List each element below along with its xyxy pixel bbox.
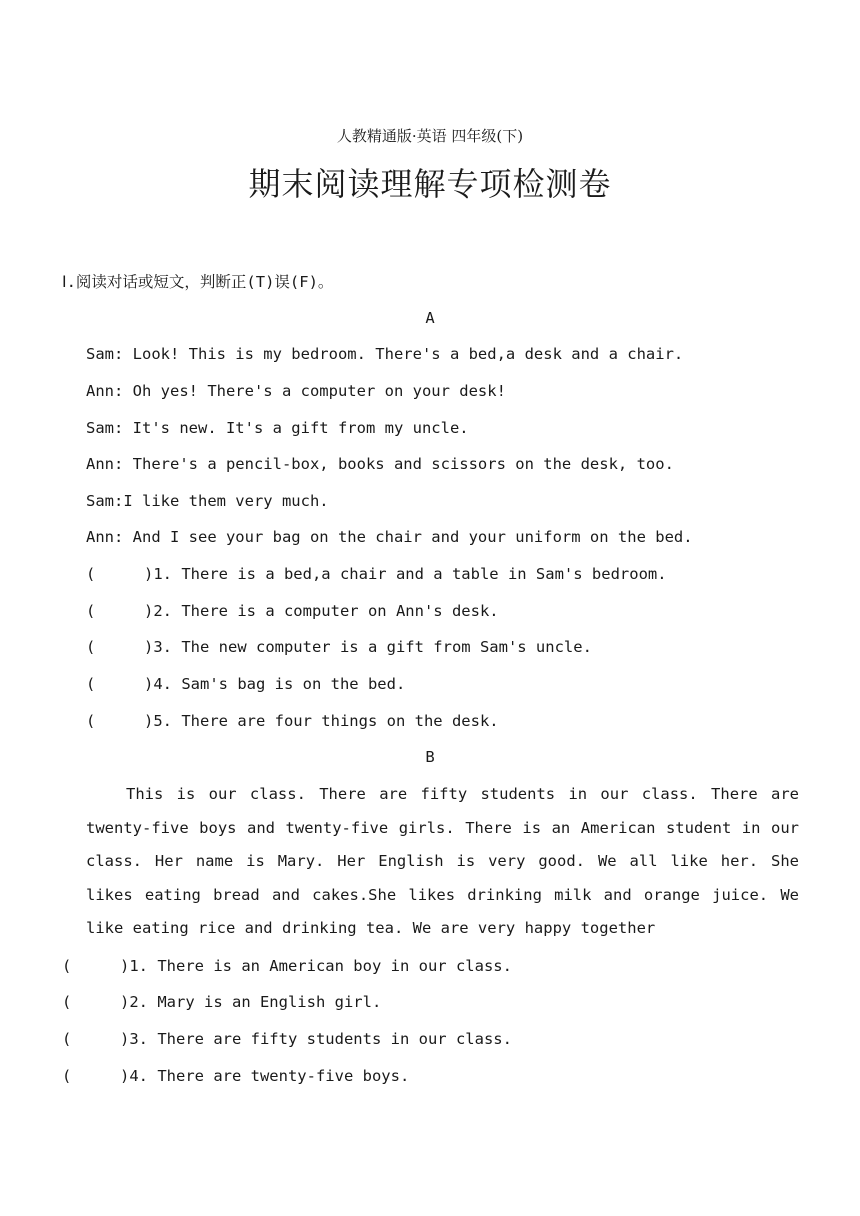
question-text: )2. There is a computer on Ann's desk. (144, 602, 499, 620)
page-subtitle: 人教精通版·英语 四年级(下) (336, 127, 524, 145)
answer-blank[interactable]: ( (86, 675, 96, 693)
question-item (62, 1027, 512, 1051)
answer-blank[interactable]: ( (62, 1067, 72, 1085)
answer-blank[interactable]: ( (86, 565, 96, 583)
question-text: )4. Sam's bag is on the bed. (144, 675, 406, 693)
answer-blank[interactable]: ( (86, 712, 96, 730)
dialogue-line: Sam: It's new. It's a gift from my uncle. (86, 419, 469, 437)
question-text: )5. There are four things on the desk. (144, 712, 499, 730)
part-a-label: A (425, 309, 435, 327)
answer-blank[interactable]: ( (86, 638, 96, 656)
dialogue-line: Sam:I like them very much. (86, 492, 329, 510)
answer-blank[interactable]: ( (62, 957, 72, 975)
question-text: )1. There is an American boy in our class. (120, 957, 512, 975)
question-item (62, 990, 381, 1014)
question-text: )1. There is a bed,a chair and a table in Sam's bedroom. (144, 565, 667, 583)
dialogue-line: Ann: And I see your bag on the chair and your uniform on the bed. (86, 528, 693, 546)
passage-text: This is our class. There are fifty students in our class. There are twenty-five boys and twenty-five girls. There is an American student in our class. Her name is Mary. Her English is very good. We all like her. She likes eating bread and cakes.She likes drinking milk and orange juice. We like eating rice and drinking tea. We are very happy together (86, 785, 799, 938)
question-item (86, 709, 499, 733)
question-text: )3. There are fifty students in our class. (120, 1030, 512, 1048)
page-title: 期末阅读理解专项检测卷 (248, 165, 612, 203)
answer-blank[interactable]: ( (62, 993, 72, 1011)
question-item (62, 954, 512, 978)
dialogue-line: Sam: Look! This is my bedroom. There's a bed,a desk and a chair. (86, 345, 684, 363)
question-item (86, 672, 405, 696)
answer-blank[interactable]: ( (62, 1030, 72, 1048)
question-item (86, 635, 592, 659)
dialogue-line: Ann: Oh yes! There's a computer on your desk! (86, 382, 506, 400)
dialogue-line: Ann: There's a pencil-box, books and scissors on the desk, too. (86, 455, 674, 473)
question-text: )2. Mary is an English girl. (120, 993, 382, 1011)
part-b-label: B (425, 748, 435, 766)
question-item (62, 1064, 409, 1088)
reading-passage (86, 778, 799, 946)
question-item (86, 599, 499, 623)
question-text: )3. The new computer is a gift from Sam's uncle. (144, 638, 592, 656)
section-heading: Ⅰ.阅读对话或短文，判断正(T)误(F)。 (62, 273, 334, 291)
question-item (86, 562, 667, 586)
answer-blank[interactable]: ( (86, 602, 96, 620)
question-text: )4. There are twenty-five boys. (120, 1067, 410, 1085)
